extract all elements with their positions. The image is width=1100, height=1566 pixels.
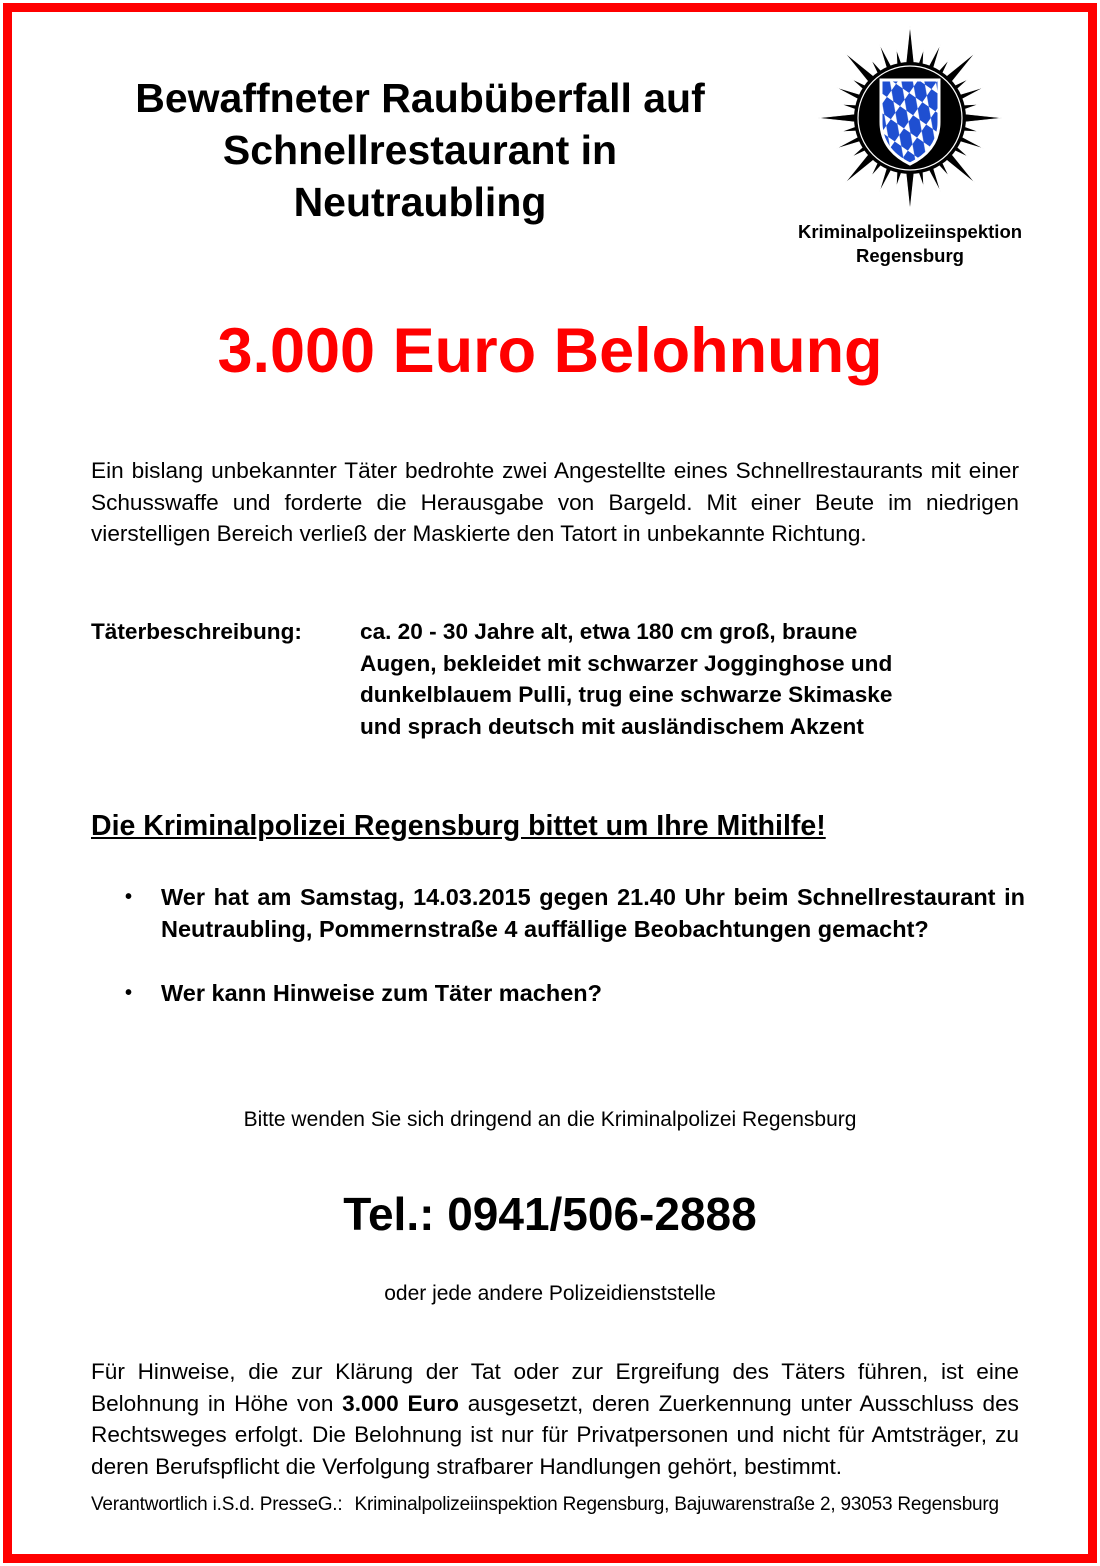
suspect-description-line: ca. 20 - 30 Jahre alt, etwa 180 cm groß, braune — [360, 619, 858, 644]
question-text: Wer hat am Samstag, 14.03.2015 gegen 21.40 Uhr beim Schnellrestaurant in Neutraubling, Pommernstraße 4 auffällige Beobachtungen gemacht? — [161, 884, 1025, 942]
org-line: Regensburg — [856, 245, 964, 266]
bullet-icon: • — [125, 982, 133, 1004]
question-list — [125, 881, 1025, 1009]
reward-heading: 3.000 Euro Belohnung — [217, 316, 883, 386]
appeal-heading: Die Kriminalpolizei Regensburg bittet um Ihre Mithilfe! — [91, 810, 826, 842]
list-item — [125, 977, 1025, 1009]
reward-amount: 3.000 Euro — [342, 1390, 459, 1416]
title-line: Bewaffneter Raubüberfall auf — [135, 75, 705, 121]
suspect-description-line: dunkelblauem Pulli, trug eine schwarze Skimaske — [360, 682, 893, 707]
suspect-description-line: und sprach deutsch mit ausländischem Akzent — [360, 713, 864, 739]
poster-title — [60, 72, 780, 228]
title-line: Schnellrestaurant in — [222, 127, 618, 173]
alternative-contact: oder jede andere Polizeidienststelle — [384, 1282, 716, 1305]
incident-description: Ein bislang unbekannter Täter bedrohte zwei Angestellte eines Schnellrestaurants mit einer Schusswaffe und forderte die Herausgabe von Bargeld. Mit einer Beute im niedrigen vierstelligen Bereich verließ der Maskierte den Tatort in unbekannte Richtung. — [91, 458, 1019, 546]
contact-request: Bitte wenden Sie sich dringend an die Kriminalpolizei Regensburg — [243, 1108, 857, 1131]
suspect-description-line: Augen, bekleidet mit schwarzer Jogginghose und — [360, 650, 893, 676]
reward-conditions — [91, 1356, 1019, 1482]
imprint-label: Verantwortlich i.S.d. PresseG.: — [91, 1494, 343, 1515]
list-item — [125, 881, 1025, 945]
title-line: Neutraubling — [293, 179, 547, 225]
bullet-icon: • — [125, 886, 133, 908]
suspect-description — [360, 616, 1040, 742]
org-line: Kriminalpolizeiinspektion — [797, 221, 1023, 242]
phone-number: Tel.: 0941/506-2888 — [343, 1188, 757, 1240]
police-star-bavaria-crest-icon — [815, 18, 1005, 208]
organization-name — [780, 220, 1040, 268]
suspect-description-label: Täterbeschreibung: — [91, 619, 302, 644]
footer-imprint — [91, 1492, 1031, 1518]
reward-conditions-text: ausgesetzt, deren Zuerkennung unter Ausschluss des Rechtsweges erfolgt. Die Belohnung ist nur für Privatpersonen und nicht für Amtsträger, zu deren Berufspflicht die Verfolgung strafbarer Handlungen gehört, bestimmt. — [91, 1390, 1019, 1479]
imprint-address: Kriminalpolizeiinspektion Regensburg, Bajuwarenstraße 2, 93053 Regensburg — [354, 1494, 999, 1515]
question-text: Wer kann Hinweise zum Täter machen? — [161, 980, 602, 1006]
reward-conditions-text: Für Hinweise, die zur Klärung der Tat oder zur Ergreifung des Täters führen, ist eine Belohnung in Höhe von — [91, 1359, 1019, 1416]
